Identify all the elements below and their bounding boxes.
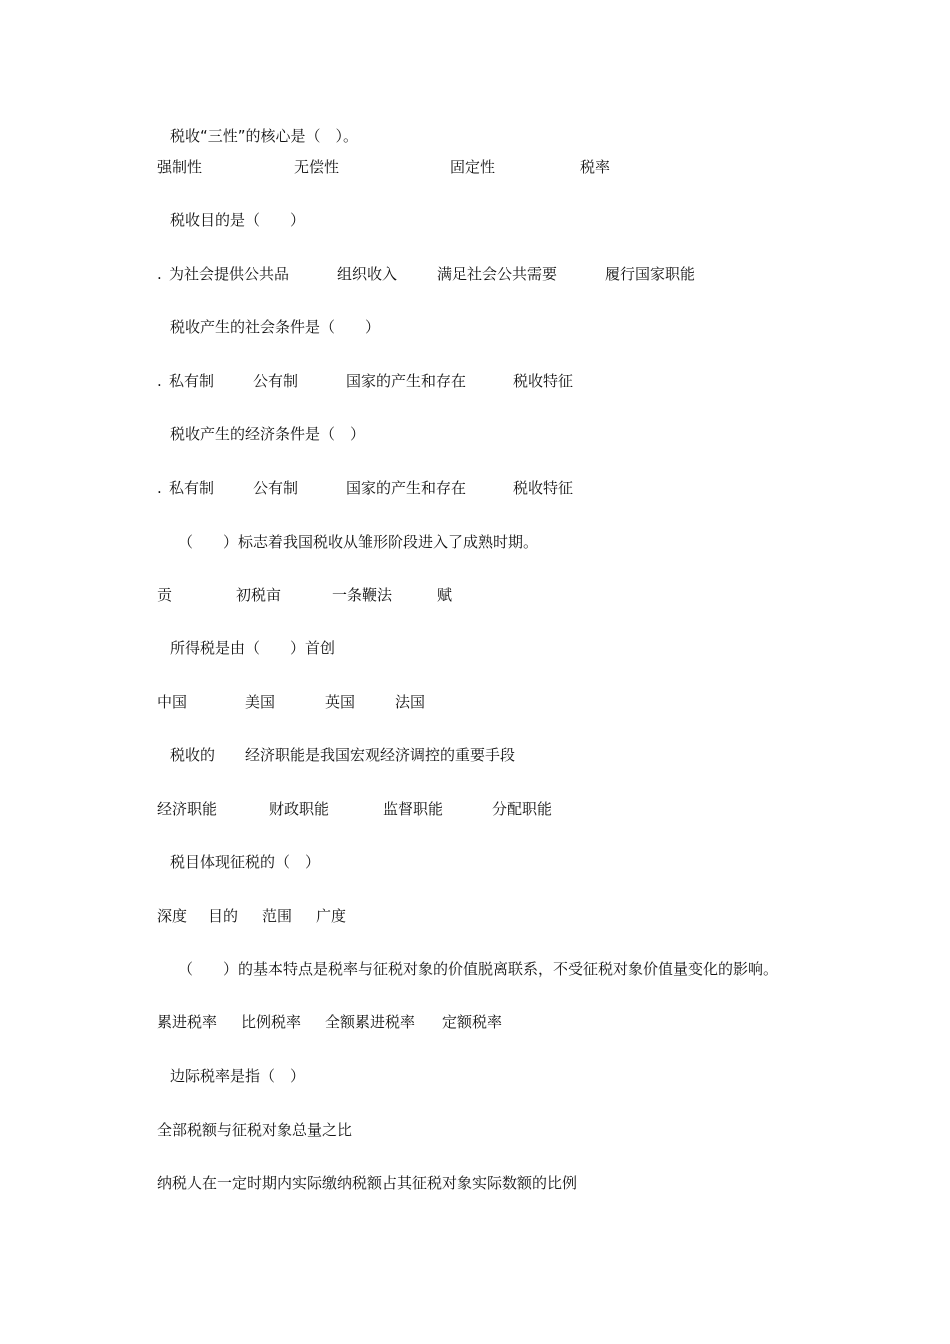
option-a: 中国 [157, 693, 188, 711]
option-d: 法国 [395, 693, 426, 711]
option-c: 一条鞭法 [332, 586, 393, 604]
question-3: 税收产生的社会条件是（ ） [170, 318, 381, 336]
bullet-mark: . [157, 479, 162, 497]
option-c: 国家的产生和存在 [346, 479, 467, 497]
option-b: 组织收入 [337, 265, 398, 283]
option-b: 纳税人在一定时期内实际缴纳税额占其征税对象实际数额的比例 [157, 1174, 578, 1192]
option-d: 赋 [437, 586, 453, 604]
option-a: 深度 [157, 907, 188, 925]
option-d: 定额税率 [442, 1013, 503, 1031]
option-b: 公有制 [253, 372, 299, 390]
option-d: 税率 [580, 158, 611, 176]
option-c: 监督职能 [383, 800, 444, 818]
option-a: 贡 [157, 586, 173, 604]
bullet-mark: . [157, 372, 162, 390]
option-a: 私有制 [169, 372, 215, 390]
option-b: 比例税率 [241, 1013, 302, 1031]
question-10: 边际税率是指（ ） [170, 1067, 306, 1085]
option-d: 广度 [316, 907, 347, 925]
question-2: 税收目的是（ ） [170, 211, 306, 229]
bullet-mark: . [157, 265, 162, 283]
option-c: 固定性 [450, 158, 496, 176]
option-a: 累进税率 [157, 1013, 218, 1031]
option-d: 税收特征 [513, 372, 574, 390]
option-b: 美国 [245, 693, 276, 711]
option-b: 公有制 [253, 479, 299, 497]
question-5: （ ）标志着我国税收从雏形阶段进入了成熟时期。 [178, 533, 539, 551]
option-b: 财政职能 [269, 800, 330, 818]
option-c: 英国 [325, 693, 356, 711]
option-c: 范围 [262, 907, 293, 925]
question-7: 税收的 经济职能是我国宏观经济调控的重要手段 [170, 746, 516, 764]
option-c: 国家的产生和存在 [346, 372, 467, 390]
question-1: 税收“三性”的核心是（ ）。 [170, 127, 359, 145]
option-d: 分配职能 [492, 800, 553, 818]
option-a: 全部税额与征税对象总量之比 [157, 1121, 353, 1139]
question-4: 税收产生的经济条件是（ ） [170, 425, 366, 443]
option-b: 目的 [208, 907, 239, 925]
question-8: 税目体现征税的（ ） [170, 853, 321, 871]
question-6: 所得税是由（ ）首创 [170, 639, 336, 657]
question-9: （ ）的基本特点是税率与征税对象的价值脱离联系，不受征税对象价值量变化的影响。 [178, 960, 779, 978]
option-a: 强制性 [157, 158, 203, 176]
option-b: 无偿性 [294, 158, 340, 176]
option-b: 初税亩 [236, 586, 282, 604]
option-a: 为社会提供公共品 [169, 265, 290, 283]
option-c: 满足社会公共需要 [437, 265, 558, 283]
option-d: 履行国家职能 [605, 265, 696, 283]
option-c: 全额累进税率 [325, 1013, 416, 1031]
option-a: 经济职能 [157, 800, 218, 818]
option-d: 税收特征 [513, 479, 574, 497]
option-a: 私有制 [169, 479, 215, 497]
